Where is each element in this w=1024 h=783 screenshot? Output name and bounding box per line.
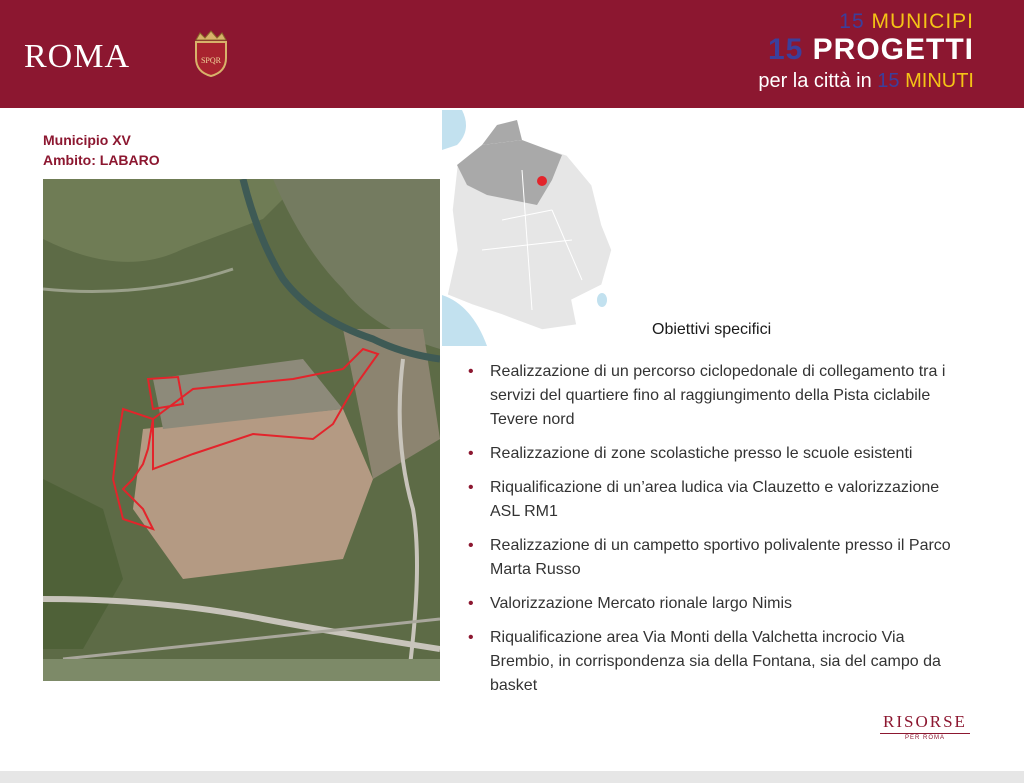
roma-logo-text: ROMA bbox=[24, 38, 131, 75]
tagline-municipi: 15 MUNICIPI bbox=[839, 10, 974, 33]
bullet-icon: • bbox=[468, 363, 474, 380]
ambito-name: Ambito: LABARO bbox=[43, 152, 160, 168]
roma-crest-icon bbox=[190, 30, 232, 78]
header-bar bbox=[0, 0, 1024, 108]
list-item: • Realizzazione di un percorso ciclopedonale di collegamento tra i servizi del quartiere fino al raggiungimento della Pista ciclabile Tevere nord bbox=[462, 360, 972, 432]
aerial-map bbox=[43, 179, 440, 681]
bullet-icon: • bbox=[468, 629, 474, 646]
tagline-progetti: 15 PROGETTI bbox=[767, 33, 974, 66]
municipio-label bbox=[43, 130, 160, 170]
list-item: • Realizzazione di zone scolastiche presso le scuole esistenti bbox=[462, 442, 972, 466]
bullet-icon: • bbox=[468, 537, 474, 554]
list-item: • Valorizzazione Mercato rionale largo Nimis bbox=[462, 592, 972, 616]
footer-strip bbox=[0, 771, 1024, 783]
municipio-name: Municipio XV bbox=[43, 132, 131, 148]
bullet-icon: • bbox=[468, 445, 474, 462]
objectives-title: Obiettivi specifici bbox=[652, 321, 772, 338]
location-minimap bbox=[442, 110, 612, 346]
bullet-icon: • bbox=[468, 479, 474, 496]
risorse-logo-main: RISORSE bbox=[883, 712, 967, 731]
risorse-logo-sub: PER ROMA bbox=[880, 733, 970, 741]
list-item: • Riqualificazione area Via Monti della Valchetta incrocio Via Brembio, in corrispondenza sia della Fontana, sia del campo da basket bbox=[462, 626, 972, 698]
svg-text:SPQR: SPQR bbox=[200, 56, 222, 65]
bullet-icon: • bbox=[468, 595, 474, 612]
risorse-logo bbox=[880, 712, 970, 741]
tagline-minuti: per la città in 15 MINUTI bbox=[758, 70, 974, 92]
list-item: • Realizzazione di un campetto sportivo polivalente presso il Parco Marta Russo bbox=[462, 534, 972, 582]
objectives-list bbox=[462, 360, 972, 708]
list-item: • Riqualificazione di un’area ludica via Clauzetto e valorizzazione ASL RM1 bbox=[462, 476, 972, 524]
